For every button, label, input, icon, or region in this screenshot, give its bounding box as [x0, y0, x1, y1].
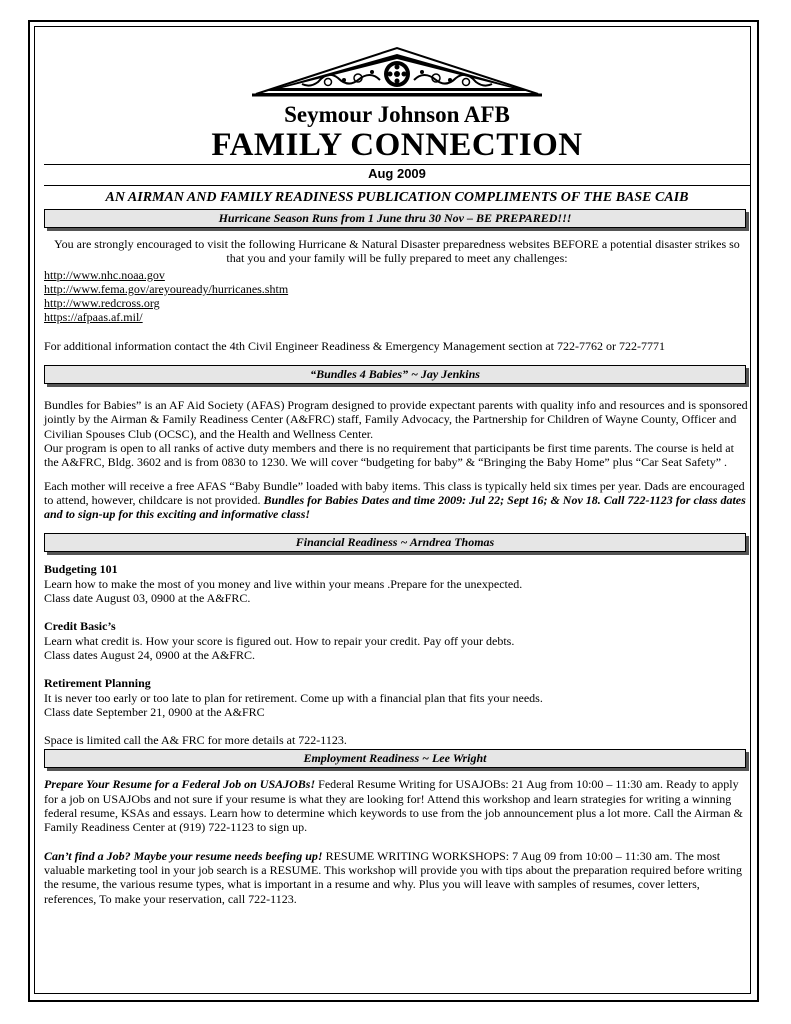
credit-heading: Credit Basic’s [44, 619, 116, 634]
resume-workshop-lead: Can’t find a Job? Maybe your resume needs beefing up! [44, 848, 323, 863]
link-nhc[interactable]: http://www.nhc.noaa.gov [44, 267, 165, 282]
retirement-item [44, 676, 750, 719]
link-afpaas[interactable]: https://afpaas.af.mil/ [44, 310, 143, 325]
bundles-section-bar: “Bundles 4 Babies” ~ Jay Jenkins [44, 365, 746, 384]
hurricane-intro: You are strongly encouraged to visit the following Hurricane & Natural Disaster preparedness websites BEFORE a potential disaster strikes so that you and your family will be fully prepared to meet any challenges: [54, 237, 740, 266]
credit-item [44, 619, 750, 662]
link-fema[interactable]: http://www.fema.gov/areyouready/hurricanes.shtm [44, 281, 289, 296]
retirement-desc: It is never too early or too late to plan for retirement. Come up with a financial plan that fits your needs. [44, 690, 543, 705]
budgeting-date: Class date August 03, 0900 at the A&FRC. [44, 591, 251, 606]
newsletter [44, 46, 750, 906]
federal-resume-lead: Prepare Your Resume for a Federal Job on USAJOBs! [44, 777, 316, 792]
employment-section-bar: Employment Readiness ~ Lee Wright [44, 749, 746, 768]
newsletter-title: FAMILY CONNECTION [211, 127, 583, 163]
budgeting-item [44, 562, 750, 605]
publication-subtitle: AN AIRMAN AND FAMILY READINESS PUBLICATION COMPLIMENTS OF THE BASE CAIB [105, 190, 689, 205]
financial-note: Space is limited call the A& FRC for more details at 722-1123. [44, 733, 347, 748]
credit-date: Class dates August 24, 0900 at the A&FRC. [44, 647, 256, 662]
resume-workshop-text: RESUME WRITING WORKSHOPS: 7 Aug 09 from 10:00 – 11:30 am. The most valuable marketing tool in your job search is a RESUME. This workshop will provide you with tips about the preparation required before writing the resume, the various resume types, what is important in a resume and why. Plus you will leave with samples of resumes, cover letters, references, To make your reservation, call 722-1123. [44, 848, 742, 906]
bundles-paragraph-2: Our program is open to all ranks of active duty members and there is no requirement that participants be first time parents. The course is held at the A&FRC, Bldg. 3602 and is from 0830 to 1230. We will cover “budgeting for baby” & “Bringing the Baby Home” plus “Car Seat Safety” . [44, 440, 734, 470]
budgeting-desc: Learn how to make the most of you money and live within your means .Prepare for the unexpected. [44, 576, 523, 591]
bundles-paragraph-3-text: Each mother will receive a free AFAS “Baby Bundle” loaded with baby items. This class is typically held six times per year. Dads are encouraged to attend, however, childcare is not provided. [44, 478, 745, 507]
link-redcross[interactable]: http://www.redcross.org [44, 296, 160, 311]
retirement-heading: Retirement Planning [44, 676, 151, 691]
budgeting-heading: Budgeting 101 [44, 562, 118, 577]
base-name: Seymour Johnson AFB [284, 102, 510, 127]
bundles-paragraph-3 [44, 479, 750, 522]
hurricane-section-bar: Hurricane Season Runs from 1 June thru 30 Nov – BE PREPARED!!! [44, 209, 746, 228]
financial-section-bar: Financial Readiness ~ Arndrea Thomas [44, 533, 746, 552]
retirement-date: Class date September 21, 0900 at the A&FRC [44, 704, 265, 719]
issue-date: Aug 2009 [368, 166, 426, 181]
bundles-dates: Bundles for Babies Dates and time 2009: Jul 22; Sept 16; & Nov 18. Call 722-1123 for class dates and to sign-up for this exciting and informative class! [44, 492, 746, 522]
ornament-pediment-icon [252, 46, 542, 98]
hurricane-contact: For additional information contact the 4th Civil Engineer Readiness & Emergency Management section at 722-7762 or 722-7771 [44, 338, 665, 353]
credit-desc: Learn what credit is. How your score is figured out. How to repair your credit. Pay off your debts. [44, 633, 515, 648]
bundles-paragraph-1: Bundles for Babies” is an AF Aid Society (AFAS) Program designed to provide expectant parents with quality info and resources and is sponsored jointly by the Airman & Family Readiness Center (A&FRC) staff, Family Advocacy, the Partnership for Children of Wayne County, Officer and Civilian Spouses Club (OCSC), and the Health and Wellness Center. [44, 398, 748, 441]
federal-resume-text: Federal Resume Writing for USAJOBs: 21 Aug from 10:00 – 11:30 am. Ready to apply for a job on USAJObs and not sure if your resume is what they are looking for! Attend this workshop and learn strategies for writing a winning federal resume, KSAs and essays. Learn how to determine which keywords to use from the job announcement plus a lot more. Call the Airman & Family Readiness Center at (919) 722-1123 to sign up. [44, 777, 743, 835]
date-divider [44, 185, 750, 186]
employment-paragraph-1 [44, 777, 750, 834]
hurricane-link-list [44, 268, 750, 325]
employment-paragraph-2 [44, 849, 750, 906]
